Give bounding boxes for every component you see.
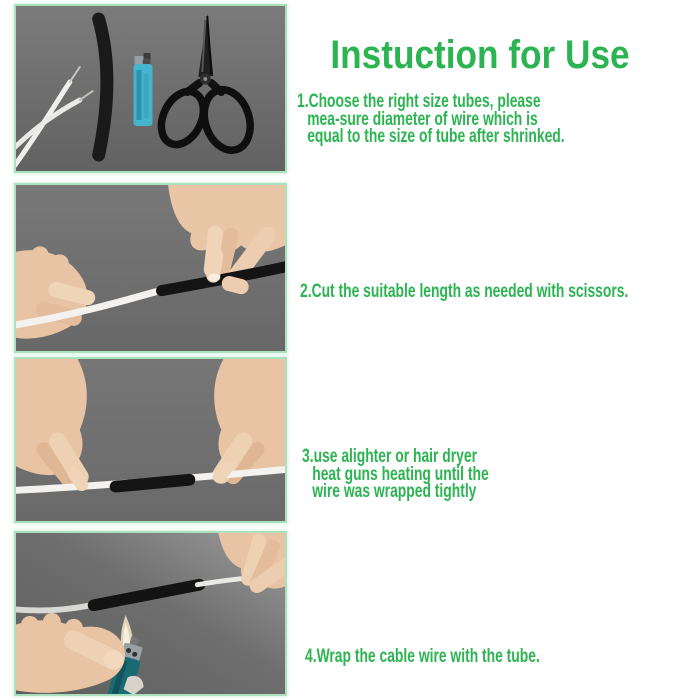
step-1-text <box>297 93 565 146</box>
step-3-line-1: 3.use alighter or hair dryer <box>302 446 477 467</box>
photo-step-2-threading <box>14 183 287 353</box>
step-3-line-3: wire was wrapped tightly <box>312 481 477 502</box>
step-3-text <box>302 448 489 501</box>
step-4-text <box>305 648 540 666</box>
step-2-line-1: 2.Cut the suitable length as needed with scissors. <box>300 281 629 302</box>
heat-shrink-tube <box>116 480 190 487</box>
photo-step-1-tools <box>14 4 287 173</box>
page-title: Instuction for Use <box>330 32 630 77</box>
step-1-line-1: 1.Choose the right size tubes, please <box>297 91 541 112</box>
step-1-line-2: mea-sure diameter of wire which is <box>307 108 538 130</box>
right-hand <box>214 359 285 477</box>
step-1-line-3: equal to the size of tube after shrinked. <box>307 126 565 147</box>
photo-step-3-holding <box>14 357 287 523</box>
step-2-text <box>300 283 628 301</box>
step-4-line-1: 4.Wrap the cable wire with the tube. <box>305 646 540 667</box>
left-hand <box>16 359 87 479</box>
photo-step-4-heating <box>14 531 287 696</box>
step-3-line-2: heat guns heating until the <box>312 463 489 485</box>
lighter <box>134 53 153 126</box>
